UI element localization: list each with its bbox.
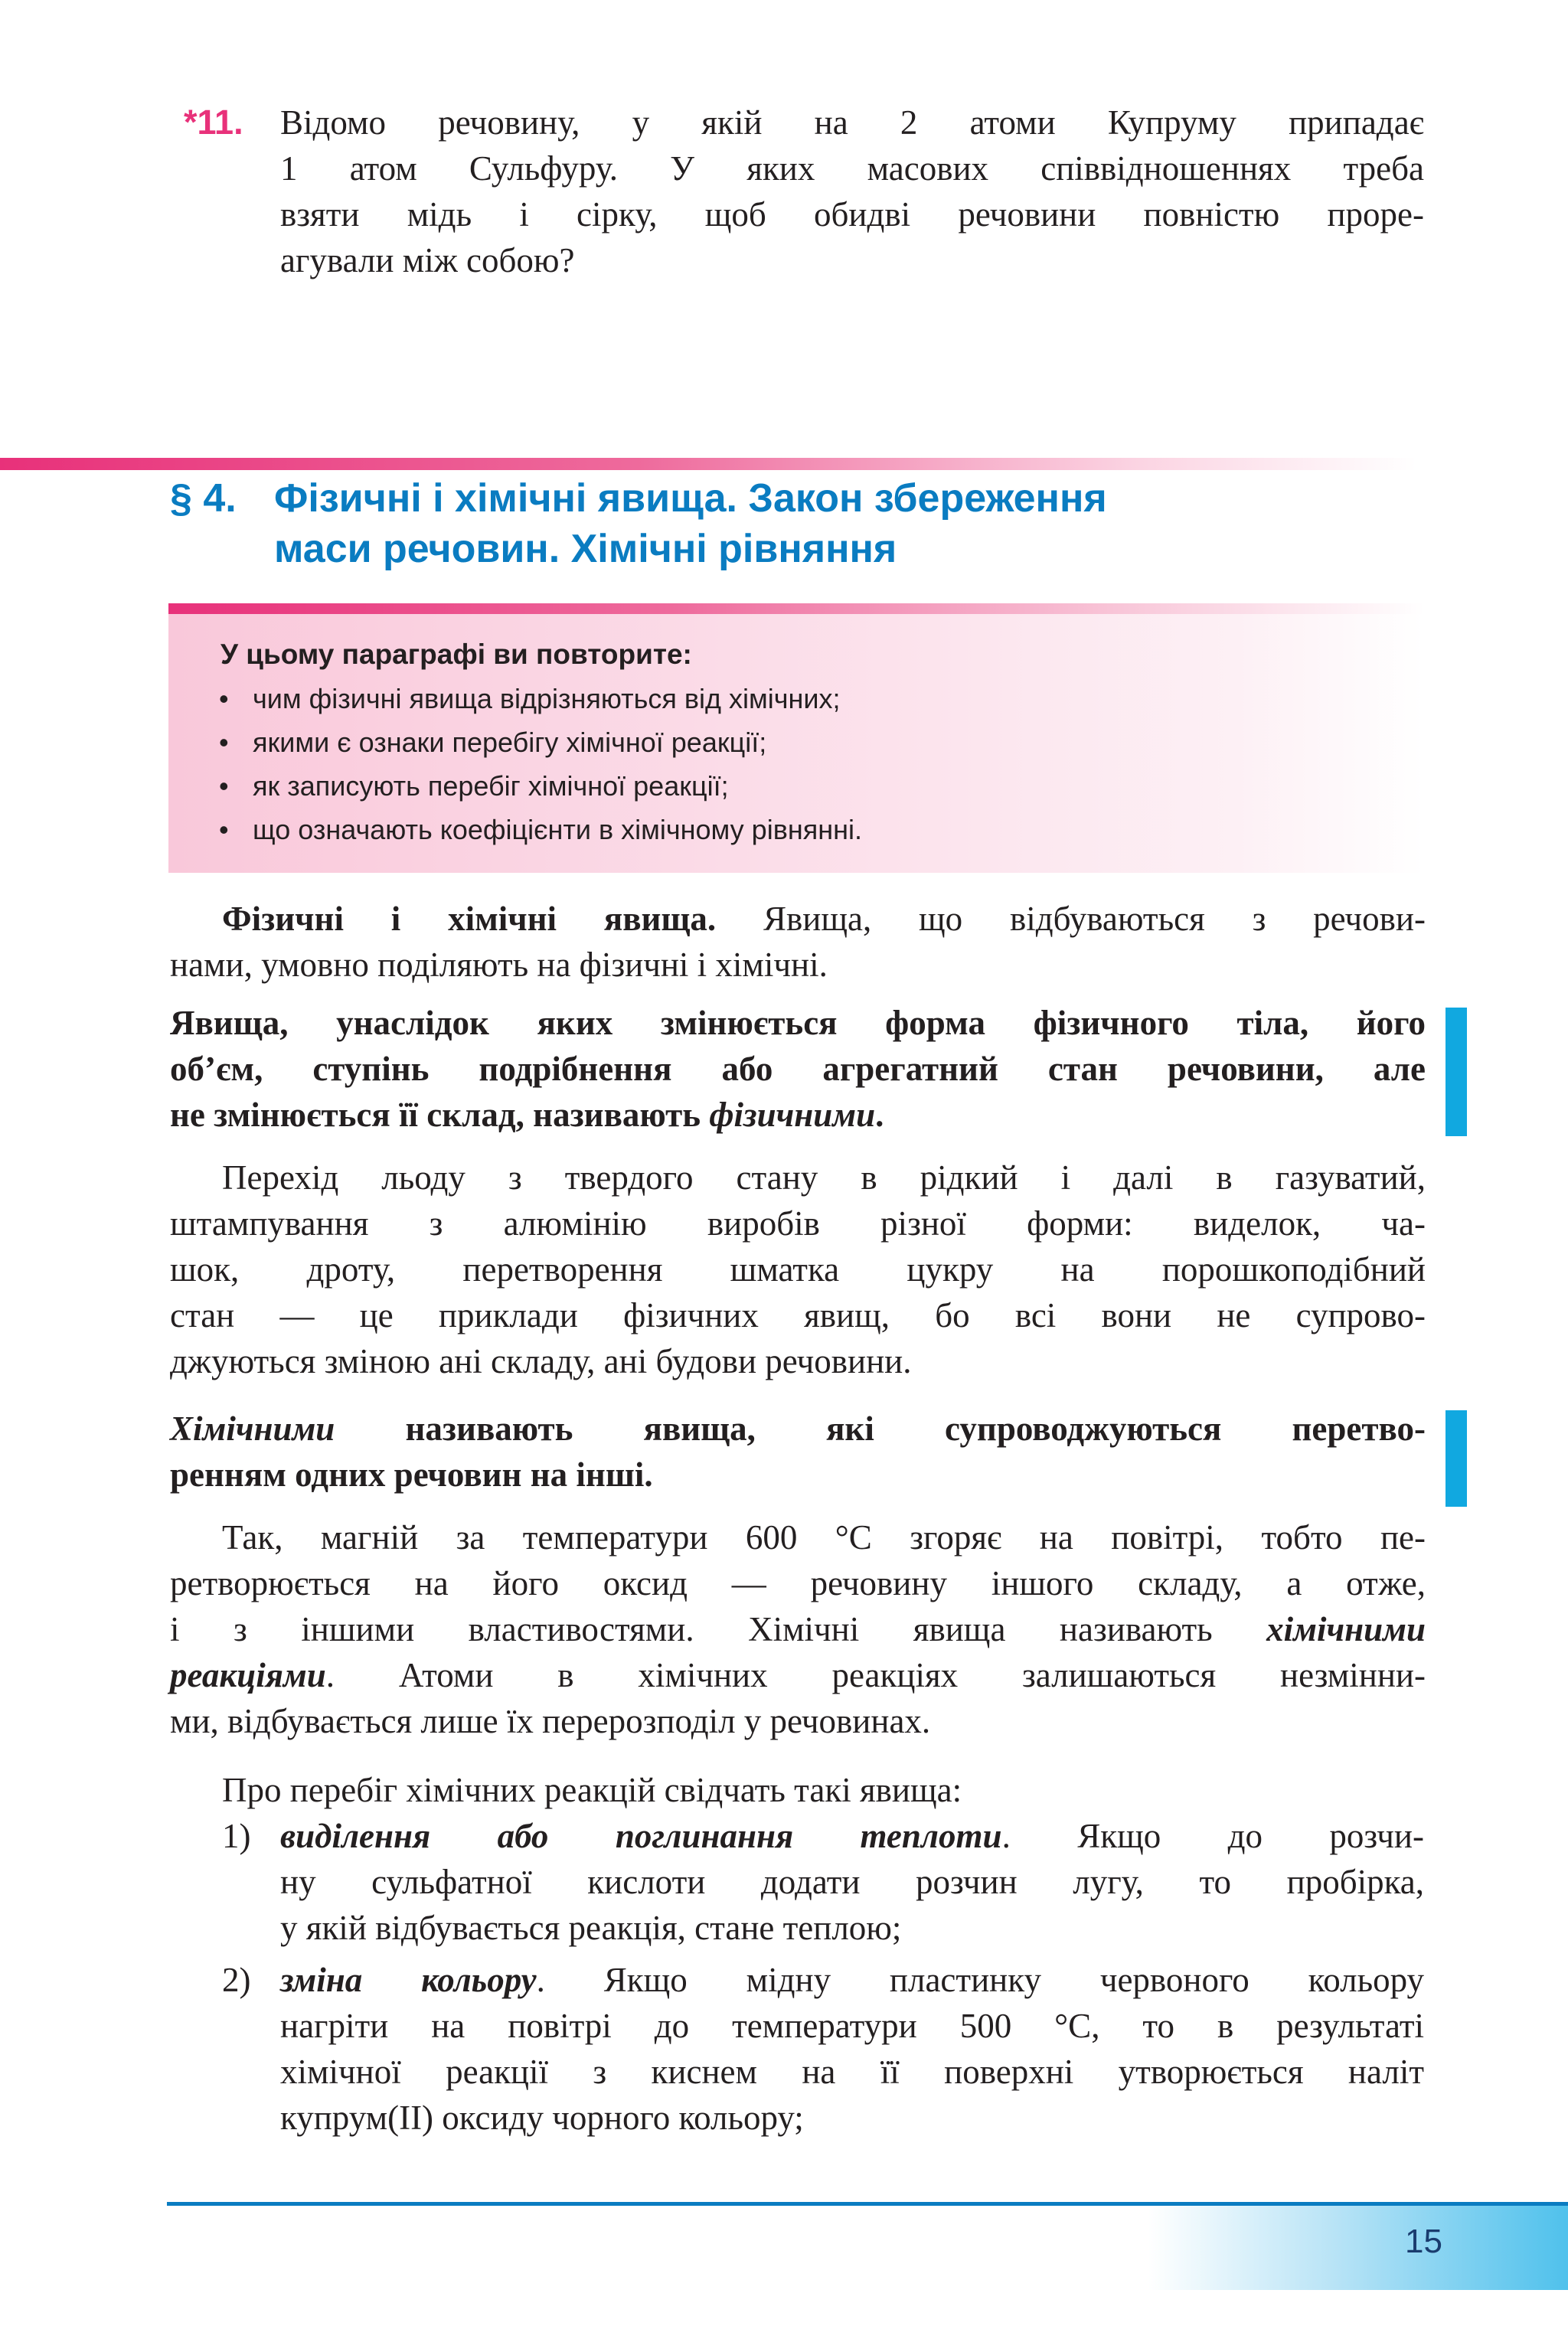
definition-chemical [170, 1406, 1426, 1498]
text-line: стан — це приклади фізичних явищ, бо всі вони не супрово- [170, 1296, 1426, 1334]
text-line: ретворюється на його оксид — речовину іншого складу, а отже, [170, 1564, 1426, 1602]
text-span: і з іншими властивостями. Хімічні явища називають [170, 1610, 1267, 1648]
list-item-number: 1) [222, 1817, 251, 1855]
section-number: § 4. [170, 476, 237, 521]
subheading: Фізичні і хімічні явища. [222, 900, 717, 938]
review-item: • якими є ознаки перебігу хімічної реакції; [219, 720, 862, 764]
text-span: . Якщо до розчи- [1001, 1817, 1424, 1855]
section-title-line: Фізичні і хімічні явища. Закон збереження [274, 476, 1107, 521]
text-span: . [875, 1096, 884, 1134]
review-list [219, 677, 862, 851]
task-line: 1 атом Сульфуру. У яких масових співвідношеннях треба [280, 149, 1424, 188]
text-line: Так, магній за температури 600 °C згоряє на повітрі, тобто пе- [222, 1518, 1426, 1557]
text-line [170, 1652, 1426, 1698]
text-span: називають явища, які супроводжуються перетво- [335, 1410, 1426, 1448]
text-line: ренням одних речовин на інші. [170, 1455, 653, 1494]
review-heading: У цьому параграфі ви повторите: [220, 639, 692, 670]
task-number: *11. [184, 103, 243, 142]
text-line: у якій відбувається реакція, стане теплою; [280, 1909, 902, 1947]
review-item: • що означають коефіцієнти в хімічному рівнянні. [219, 808, 862, 851]
section-title-line: маси речовин. Хімічні рівняння [274, 527, 897, 571]
text-line: купрум(II) оксиду чорного кольору; [280, 2099, 804, 2137]
review-box-top-stripe [168, 603, 1424, 614]
text-line: Явища, унаслідок яких змінюється форма фізичного тіла, його [170, 1004, 1426, 1042]
task-text [280, 100, 1424, 283]
text-line [170, 1092, 1426, 1138]
section-title [274, 473, 1346, 574]
list-item-color [280, 1957, 1424, 2141]
paragraph-intro [170, 896, 1426, 988]
text-line: об’єм, ступінь подрібнення або агрегатний стан речовини, але [170, 1050, 1426, 1088]
text-line: Про перебіг хімічних реакцій свідчать такі явища: [222, 1771, 962, 1809]
definition-marker [1446, 1008, 1467, 1136]
task-line: агували між собою? [280, 241, 575, 279]
review-item: • чим фізичні явища відрізняються від хімічних; [219, 677, 862, 720]
review-item: • як записують перебіг хімічної реакції; [219, 764, 862, 808]
term-reactions: реакціями [170, 1656, 326, 1694]
text-line: штампування з алюмінію виробів різної форми: виделок, ча- [170, 1204, 1426, 1243]
text-line: шок, дроту, перетворення шматка цукру на порошкоподібний [170, 1250, 1426, 1289]
text-span: Явища, що відбуваються з речови- [716, 900, 1426, 938]
list-item-number: 2) [222, 1961, 251, 1999]
term-reactions: хімічними [1266, 1610, 1426, 1648]
text-line [170, 1406, 1426, 1452]
term-chemical: Хімічними [170, 1410, 335, 1448]
footer-gradient [1148, 2206, 1568, 2290]
task-line: Відомо речовину, у якій на 2 атоми Купруму припадає [280, 103, 1424, 142]
term-physical: фізичними [709, 1096, 876, 1134]
text-line: ну сульфатної кислоти додати розчин лугу, то пробірка, [280, 1863, 1424, 1901]
list-item-heat [280, 1813, 1424, 1951]
page-number: 15 [1405, 2223, 1442, 2260]
task-line: взяти мідь і сірку, щоб обидві речовини повністю проре- [280, 195, 1424, 234]
text-line [170, 896, 1426, 942]
paragraph-magnesium [170, 1514, 1426, 1744]
text-line: хімічної реакції з киснем на її поверхні утворюється наліт [280, 2053, 1424, 2091]
text-line: ми, відбувається лише їх перерозподіл у речовинах. [170, 1702, 931, 1740]
text-line: Перехід льоду з твердого стану в рідкий і далі в газуватий, [222, 1158, 1426, 1197]
text-line: нами, умовно поділяють на фізичні і хімічні. [170, 946, 828, 984]
paragraph-signs [170, 1767, 1426, 1813]
term-color: зміна кольору [280, 1961, 537, 1999]
text-line [280, 1957, 1424, 2003]
text-span: не змінюється її склад, називають [170, 1096, 710, 1134]
definition-marker [1446, 1410, 1467, 1507]
text-span: . Якщо мідну пластинку червоного кольору [536, 1961, 1425, 1999]
definition-physical [170, 1000, 1426, 1138]
section-header-band [0, 458, 1416, 470]
text-span: . Атоми в хімічних реакціях залишаються незмінни- [325, 1656, 1426, 1694]
paragraph-physical-examples [170, 1155, 1426, 1384]
text-line: джуються зміною ані складу, ані будови речовини. [170, 1342, 912, 1380]
text-line: нагріти на повітрі до температури 500 °C, то в результаті [280, 2007, 1424, 2045]
text-line [280, 1813, 1424, 1859]
text-line [170, 1606, 1426, 1652]
term-heat: виділення або поглинання теплоти [280, 1817, 1002, 1855]
